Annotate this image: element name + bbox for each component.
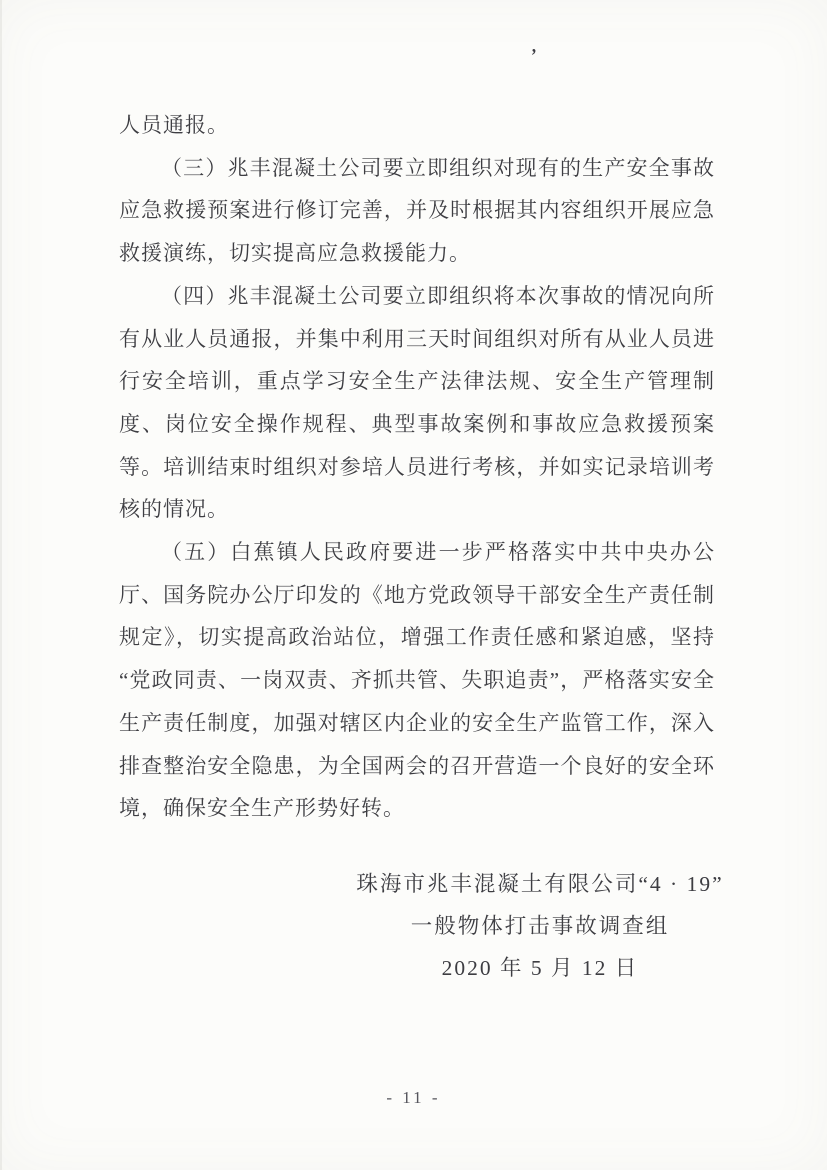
paragraph-item-4: （四）兆丰混凝土公司要立即组织将本次事故的情况向所有从业人员通报，并集中利用三天时间组织对所有从业人员进行安全培训，重点学习安全生产法律法规、安全生产管理制度、岗位安全操作规程、典型事故案例和事故应急救援预案等。培训结束时组织对参培人员进行考核，并如实记录培训考核的情况。 [119, 283, 715, 522]
paragraph-continuation: 人员通报。 [119, 113, 229, 137]
signature-block [330, 863, 750, 989]
signature-org-line-2: 一般物体打击事故调查组 [410, 914, 670, 938]
document-body [119, 104, 715, 830]
paragraph-item-3: （三）兆丰混凝土公司要立即组织对现有的生产安全事故应急救援预案进行修订完善，并及时根据其内容组织开展应急救援演练，切实提高应急救援能力。 [119, 155, 715, 266]
ink-speck-mark: ’ [531, 45, 537, 66]
signature-date: 2020 年 5 月 12 日 [441, 956, 639, 980]
signature-org-line-1: 珠海市兆丰混凝土有限公司“4 · 19” [356, 872, 724, 896]
page-number: - 11 - [386, 1088, 441, 1107]
paragraph-item-5: （五）白蕉镇人民政府要进一步严格落实中共中央办公厅、国务院办公厅印发的《地方党政领导干部安全生产责任制规定》，切实提高政治站位，增强工作责任感和紧迫感，坚持“党政同责、一岗双责、齐抓共管、失职追责”，严格落实安全生产责任制度，加强对辖区内企业的安全生产监管工作，深入排查整治安全隐患，为全国两会的召开营造一个良好的安全环境，确保安全生产形势好转。 [119, 540, 715, 821]
